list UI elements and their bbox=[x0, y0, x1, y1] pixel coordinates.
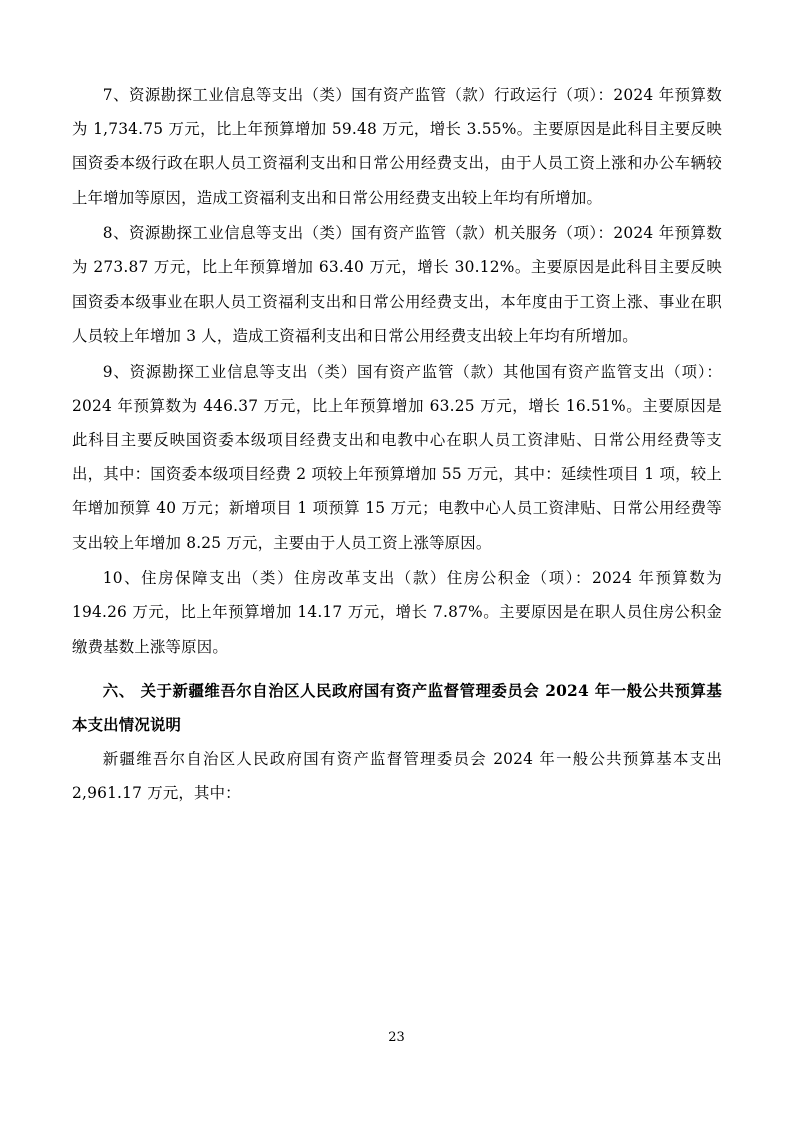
paragraph-item-10: 10、住房保障支出（类）住房改革支出（款）住房公积金（项）：2024 年预算数为 194.26 万元，比上年预算增加 14.17 万元，增长 7.87%。主要原因是在职人员住房公积金缴费基数上涨等原因。 bbox=[72, 569, 722, 656]
paragraph-item-9: 9、资源勘探工业信息等支出（类）国有资产监管（款）其他国有资产监管支出（项）：2024 年预算数为 446.37 万元，比上年预算增加 63.25 万元，增长 16.51%。主要原因是此科目主要反映国资委本级项目经费支出和电教中心在职人员工资津贴、日常公用经费等支出，其中：国资委本级项目经费 2 项较上年预算增加 55 万元，其中：延续性项目 1 项，较上年增加预算 40 万元；新增项目 1 项预算 15 万元；电教中心人员工资津贴、日常公用经费等支出较上年增加 8.25 万元，主要由于人员工资上涨等原因。 bbox=[72, 362, 722, 552]
page-number: 23 bbox=[388, 1030, 405, 1045]
closing-paragraph: 新疆维吾尔自治区人民政府国有资产监督管理委员会 2024 年一般公共预算基本支出 2,961.17 万元，其中： bbox=[72, 750, 722, 803]
document-body bbox=[72, 78, 722, 812]
paragraph-item-8: 8、资源勘探工业信息等支出（类）国有资产监管（款）机关服务（项）：2024 年预算数为 273.87 万元，比上年预算增加 63.40 万元，增长 30.12%。主要原因是此科目主要反映国资委本级事业在职人员工资福利支出和日常公用经费支出，本年度由于工资上涨、事业在职人员较上年增加 3 人，造成工资福利支出和日常公用经费支出较上年均有所增加。 bbox=[72, 224, 722, 345]
paragraph-item-7: 7、资源勘探工业信息等支出（类）国有资产监管（款）行政运行（项）：2024 年预算数为 1,734.75 万元，比上年预算增加 59.48 万元，增长 3.55%。主要原因是此科目主要反映国资委本级行政在职人员工资福利支出和日常公用经费支出，由于人员工资上涨和办公车辆较上年增加等原因，造成工资福利支出和日常公用经费支出较上年均有所增加。 bbox=[72, 86, 722, 207]
section-heading-six: 六、 关于新疆维吾尔自治区人民政府国有资产监督管理委员会 2024 年一般公共预算基本支出情况说明 bbox=[72, 681, 722, 734]
